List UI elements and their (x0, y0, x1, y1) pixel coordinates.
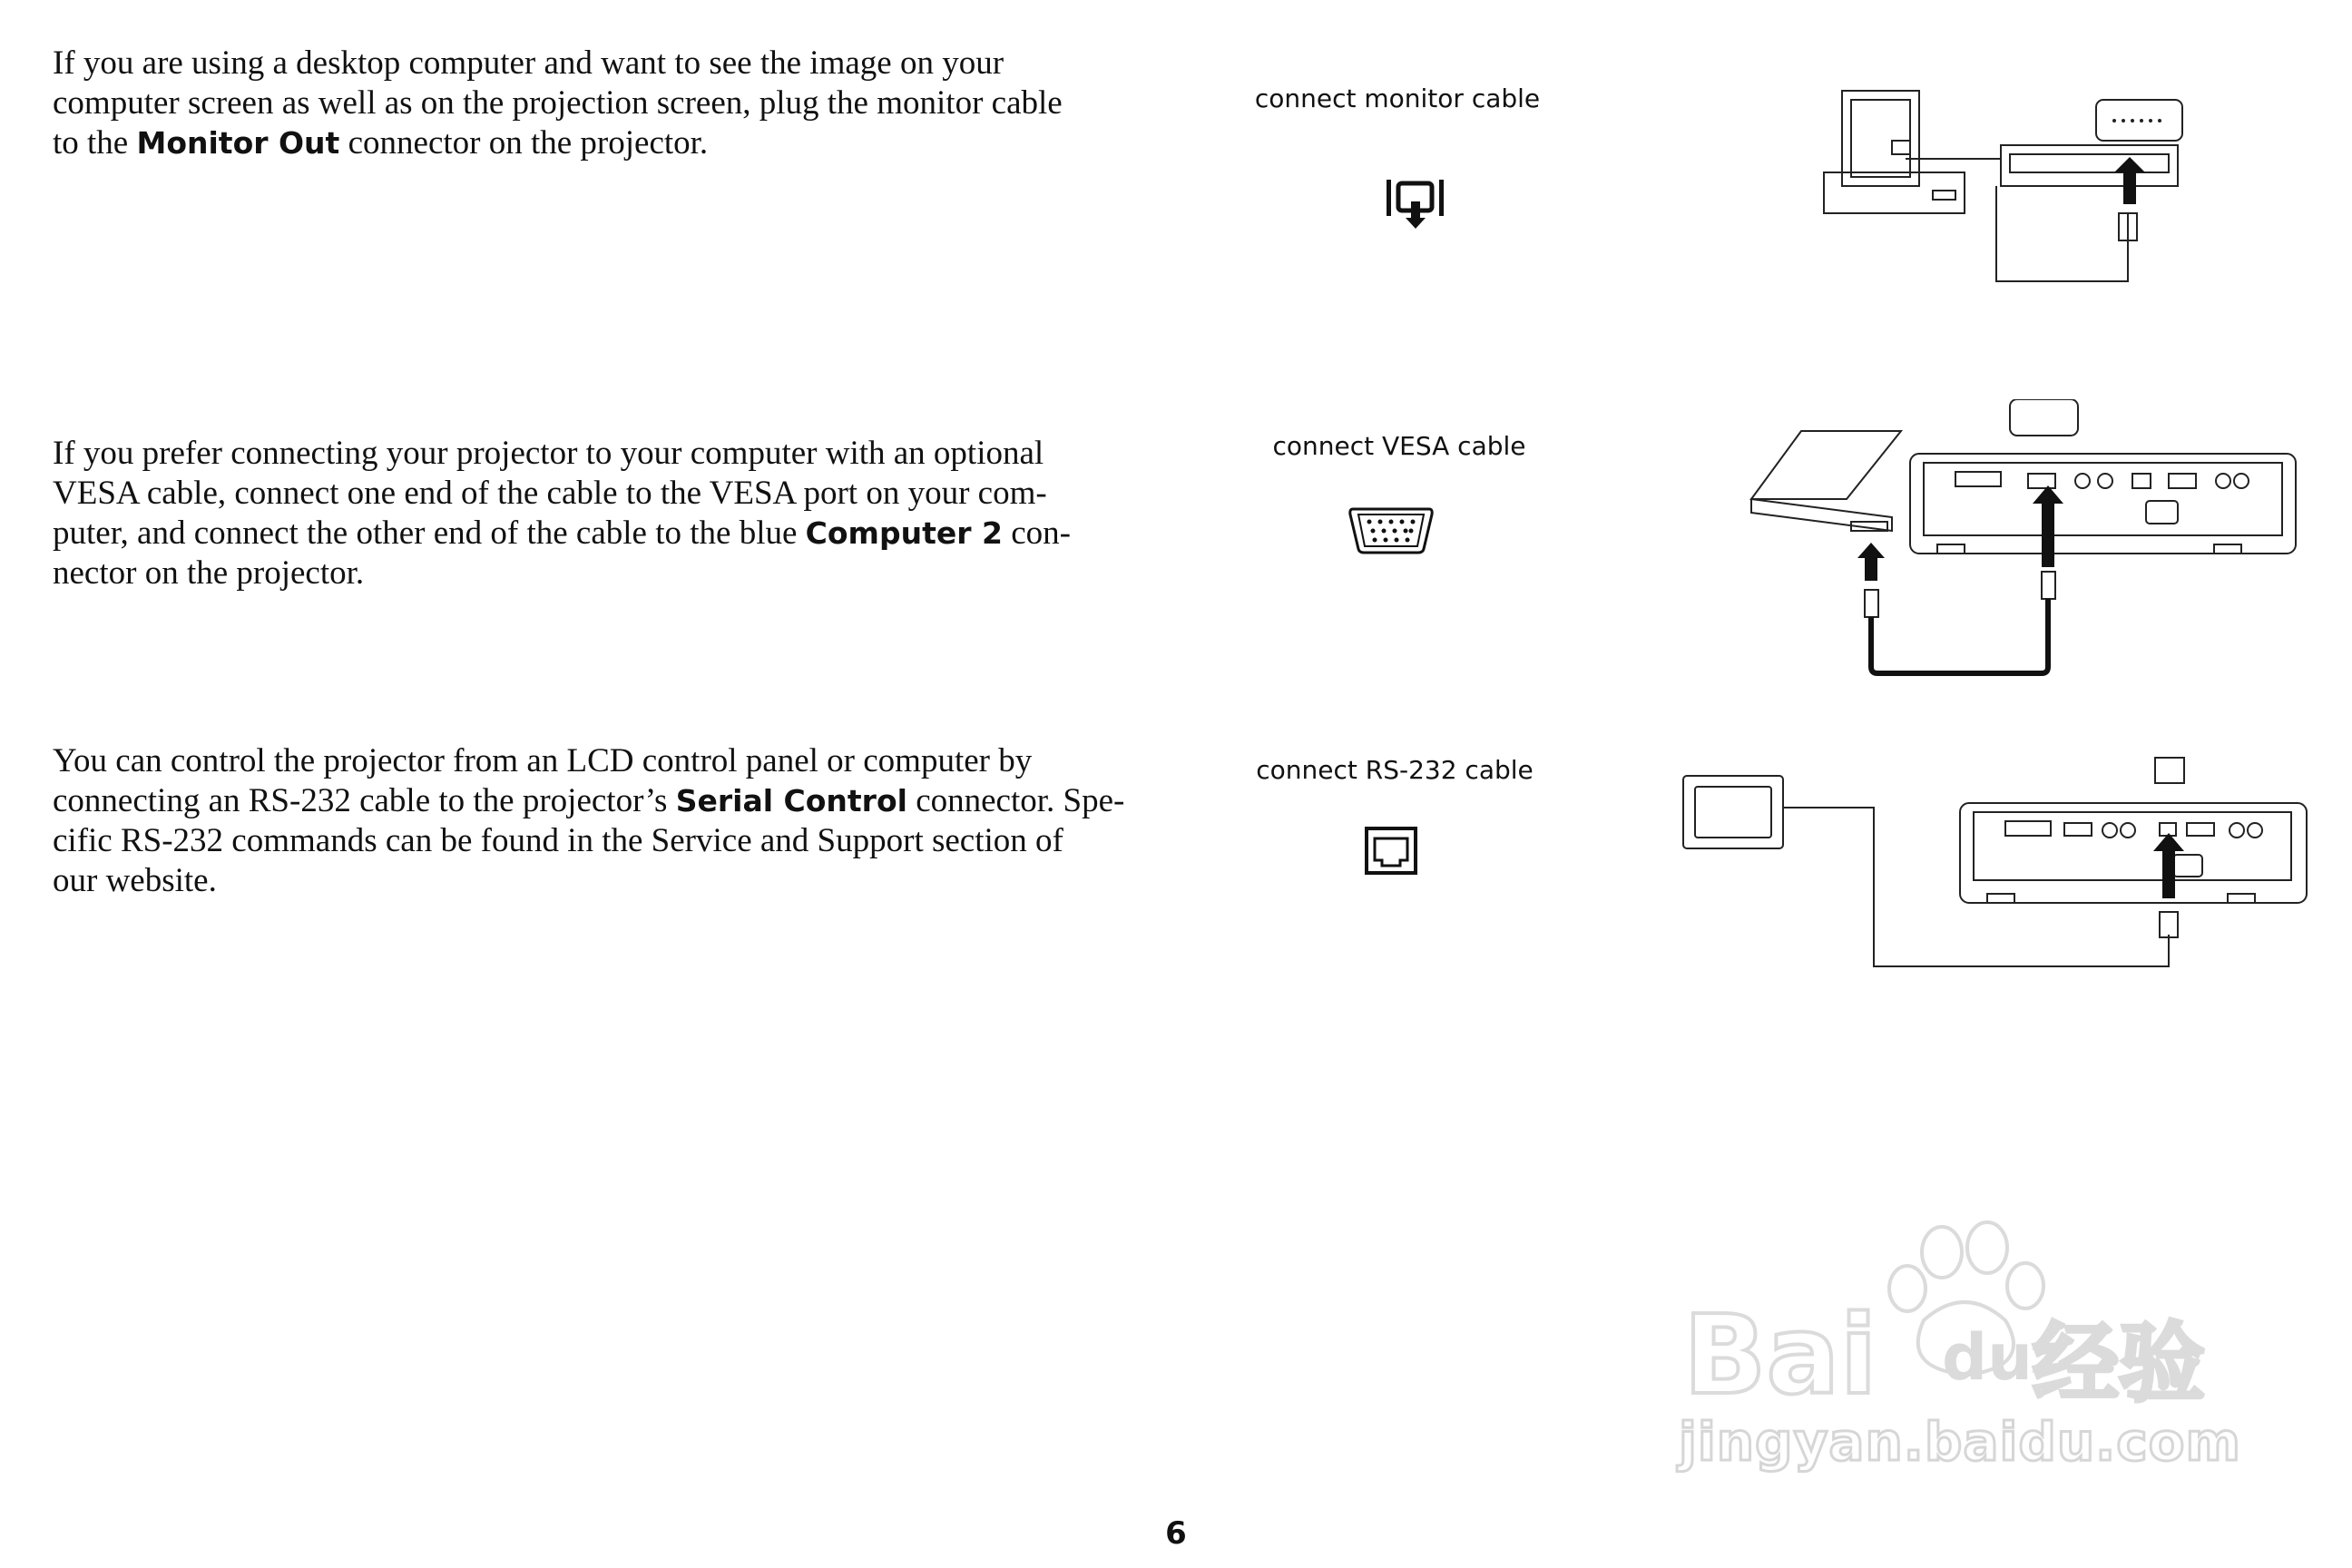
bold-term: Computer 2 (805, 515, 1003, 551)
watermark-url: jingyan.baidu.com (1679, 1411, 2241, 1473)
serial-port-icon (1364, 826, 1418, 876)
monitor-connection-diagram (1819, 86, 2191, 290)
text-line: cific RS-232 commands can be found in the Service and Support section of (53, 822, 1063, 859)
vesa-connection-diagram (1747, 399, 2309, 681)
text-line: computer screen as well as on the projection screen, plug the monitor cable (53, 84, 1063, 122)
svg-text:Bai: Bai (1683, 1293, 1877, 1411)
rs232-connection-diagram (1679, 753, 2314, 975)
text-line: If you prefer connecting your projector to your computer with an optional (53, 435, 1044, 472)
bold-term: Serial Control (675, 783, 907, 818)
text-line: con- (1002, 514, 1071, 552)
page-number: 6 (1165, 1515, 1187, 1552)
svg-text:经验: 经验 (2033, 1314, 2206, 1411)
caption-rs232-cable: connect RS-232 cable (1256, 755, 1534, 785)
text-line: puter, and connect the other end of the cable to the blue (53, 514, 806, 552)
text-line: If you are using a desktop computer and want to see the image on your (53, 44, 1004, 82)
bold-term: Monitor Out (136, 125, 340, 161)
paragraph-vesa (53, 434, 1164, 593)
text-line: connector. Spe- (906, 782, 1125, 819)
text-line: connector on the projector. (339, 124, 709, 162)
text-line: connecting an RS-232 cable to the projector’s (53, 782, 676, 819)
text-line: You can control the projector from an LCD control panel or computer by (53, 742, 1033, 779)
paragraph-rs232 (53, 741, 1164, 901)
paragraph-monitor-out (53, 44, 1164, 163)
monitor-out-icon (1384, 172, 1447, 236)
text-line: to the (53, 124, 137, 162)
text-line: VESA cable, connect one end of the cable to the VESA port on your com- (53, 475, 1047, 512)
text-line: our website. (53, 862, 217, 899)
caption-monitor-cable: connect monitor cable (1254, 83, 1541, 113)
vesa-port-icon (1346, 504, 1436, 558)
text-line: nector on the projector. (53, 554, 365, 592)
caption-vesa-cable: connect VESA cable (1272, 431, 1526, 461)
baidu-paw-watermark-icon (1670, 1220, 2232, 1411)
svg-text:du: du (1942, 1320, 2033, 1395)
